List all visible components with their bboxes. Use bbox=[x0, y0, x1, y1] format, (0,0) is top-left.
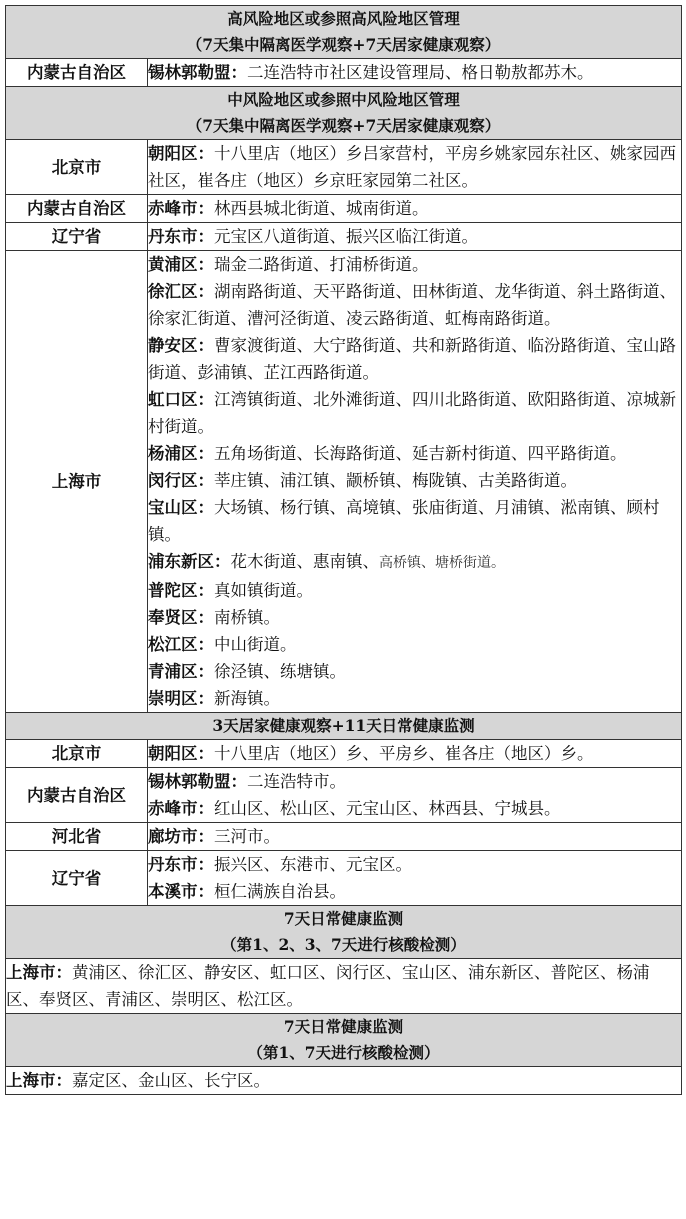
city-name: 锡林郭勒盟： bbox=[148, 63, 247, 82]
area-text: 林西县城北街道、城南街道。 bbox=[214, 199, 429, 218]
table-row bbox=[6, 851, 682, 906]
district-name: 虹口区： bbox=[148, 390, 214, 409]
district-name: 浦东新区： bbox=[148, 552, 231, 571]
section-header-home-observation bbox=[6, 713, 682, 740]
area-entry bbox=[148, 332, 681, 386]
province-cell: 内蒙古自治区 bbox=[6, 768, 148, 823]
area-text: 十八里店（地区）乡、平房乡、崔各庄（地区）乡。 bbox=[214, 744, 594, 763]
section-title: 7天日常健康监测 bbox=[283, 909, 404, 928]
area-entry bbox=[148, 740, 681, 767]
area-entry bbox=[148, 548, 681, 577]
city-name: 上海市： bbox=[6, 963, 72, 982]
area-text: 二连浩特市。 bbox=[247, 772, 346, 791]
district-name: 杨浦区： bbox=[148, 444, 214, 463]
district-name: 闵行区： bbox=[148, 471, 214, 490]
section-title: 7天日常健康监测 bbox=[283, 1017, 404, 1036]
area-entry bbox=[148, 795, 681, 822]
city-name: 朝阳区： bbox=[148, 144, 214, 163]
area-cell bbox=[148, 195, 682, 223]
section-subtitle: （第1、7天进行核酸检测） bbox=[247, 1043, 440, 1062]
area-entry bbox=[148, 685, 681, 712]
district-name: 崇明区： bbox=[148, 689, 214, 708]
city-name: 丹东市： bbox=[148, 227, 214, 246]
table-row bbox=[6, 740, 682, 768]
area-text: 嘉定区、金山区、长宁区。 bbox=[72, 1071, 270, 1090]
table-row bbox=[6, 223, 682, 251]
area-cell bbox=[148, 59, 682, 87]
area-entry bbox=[148, 195, 681, 222]
city-name: 本溪市： bbox=[148, 882, 214, 901]
area-cell bbox=[148, 768, 682, 823]
area-entry bbox=[148, 223, 681, 250]
area-text: 黄浦区、徐汇区、静安区、虹口区、闵行区、宝山区、浦东新区、普陀区、杨浦区、奉贤区、青浦区、崇明区、松江区。 bbox=[6, 963, 650, 1009]
area-text: 莘庄镇、浦江镇、颛桥镇、梅陇镇、古美路街道。 bbox=[214, 471, 577, 490]
district-name: 普陀区： bbox=[148, 581, 214, 600]
district-name: 徐汇区： bbox=[148, 282, 214, 301]
district-name: 青浦区： bbox=[148, 662, 214, 681]
area-text: 十八里店（地区）乡吕家营村，平房乡姚家园东社区、姚家园西社区，崔各庄（地区）乡京旺家园第二社区。 bbox=[148, 144, 676, 190]
table-row bbox=[6, 1067, 682, 1095]
area-entry bbox=[148, 658, 681, 685]
area-cell bbox=[6, 959, 682, 1014]
table-row bbox=[6, 959, 682, 1014]
province-cell: 内蒙古自治区 bbox=[6, 195, 148, 223]
area-text: 元宝区八道街道、振兴区临江街道。 bbox=[214, 227, 478, 246]
section-header-medium-risk bbox=[6, 87, 682, 140]
section-subtitle: （7天集中隔离医学观察+7天居家健康观察） bbox=[186, 116, 501, 135]
area-entry bbox=[148, 631, 681, 658]
area-entry bbox=[148, 278, 681, 332]
table-row bbox=[6, 823, 682, 851]
district-name: 奉贤区： bbox=[148, 608, 214, 627]
district-name: 黄浦区： bbox=[148, 255, 214, 274]
area-text: 红山区、松山区、元宝山区、林西县、宁城县。 bbox=[214, 799, 561, 818]
province-cell: 北京市 bbox=[6, 140, 148, 195]
handwritten-text: 高桥镇、塘桥街道。 bbox=[379, 555, 505, 571]
area-entry bbox=[148, 386, 681, 440]
city-name: 朝阳区： bbox=[148, 744, 214, 763]
area-text: 二连浩特市社区建设管理局、格日勒敖都苏木。 bbox=[247, 63, 594, 82]
province-cell: 上海市 bbox=[6, 251, 148, 713]
area-cell bbox=[148, 251, 682, 713]
area-entry bbox=[148, 878, 681, 905]
city-name: 赤峰市： bbox=[148, 199, 214, 218]
area-cell bbox=[148, 140, 682, 195]
district-name: 静安区： bbox=[148, 336, 214, 355]
section-title: 3天居家健康观察+11天日常健康监测 bbox=[212, 716, 475, 735]
city-name: 丹东市： bbox=[148, 855, 214, 874]
area-text: 振兴区、东港市、元宝区。 bbox=[214, 855, 412, 874]
area-text: 江湾镇街道、北外滩街道、四川北路街道、欧阳路街道、凉城新村街道。 bbox=[148, 390, 676, 436]
table-row bbox=[6, 195, 682, 223]
area-entry bbox=[148, 768, 681, 795]
section-subtitle: （7天集中隔离医学观察+7天居家健康观察） bbox=[186, 35, 501, 54]
area-entry bbox=[148, 577, 681, 604]
city-name: 赤峰市： bbox=[148, 799, 214, 818]
area-entry bbox=[148, 140, 681, 194]
city-name: 上海市： bbox=[6, 1071, 72, 1090]
area-text: 真如镇街道。 bbox=[214, 581, 313, 600]
table-row bbox=[6, 251, 682, 713]
province-cell: 北京市 bbox=[6, 740, 148, 768]
area-cell bbox=[148, 223, 682, 251]
city-name: 廊坊市： bbox=[148, 827, 214, 846]
section-header-daily-monitor-a bbox=[6, 906, 682, 959]
section-subtitle: （第1、2、3、7天进行核酸检测） bbox=[221, 935, 466, 954]
table-row bbox=[6, 59, 682, 87]
area-text: 大场镇、杨行镇、高境镇、张庙街道、月浦镇、淞南镇、顾村镇。 bbox=[148, 498, 660, 544]
area-cell bbox=[148, 851, 682, 906]
city-name: 锡林郭勒盟： bbox=[148, 772, 247, 791]
area-entry bbox=[148, 494, 681, 548]
area-entry bbox=[148, 251, 681, 278]
area-text: 五角场街道、长海路街道、延吉新村街道、四平路街道。 bbox=[214, 444, 627, 463]
area-entry bbox=[148, 851, 681, 878]
area-entry bbox=[148, 467, 681, 494]
district-name: 宝山区： bbox=[148, 498, 214, 517]
area-text: 桓仁满族自治县。 bbox=[214, 882, 346, 901]
province-cell: 内蒙古自治区 bbox=[6, 59, 148, 87]
area-entry bbox=[148, 823, 681, 850]
province-cell: 河北省 bbox=[6, 823, 148, 851]
area-text: 瑞金二路街道、打浦桥街道。 bbox=[214, 255, 429, 274]
table-row bbox=[6, 768, 682, 823]
area-cell bbox=[148, 823, 682, 851]
area-text: 新海镇。 bbox=[214, 689, 280, 708]
area-text: 曹家渡街道、大宁路街道、共和新路街道、临汾路街道、宝山路街道、彭浦镇、芷江西路街道。 bbox=[148, 336, 676, 382]
area-cell bbox=[148, 740, 682, 768]
area-cell bbox=[6, 1067, 682, 1095]
table-row bbox=[6, 140, 682, 195]
area-text: 花木街道、惠南镇、 bbox=[230, 552, 379, 571]
area-entry bbox=[148, 440, 681, 467]
section-header-high-risk bbox=[6, 6, 682, 59]
area-text: 徐泾镇、练塘镇。 bbox=[214, 662, 346, 681]
area-text: 湖南路街道、天平路街道、田林街道、龙华街道、斜土路街道、徐家汇街道、漕河泾街道、凌云路街道、虹梅南路街道。 bbox=[148, 282, 676, 328]
section-title: 高风险地区或参照高风险地区管理 bbox=[227, 9, 460, 28]
area-entry bbox=[148, 59, 681, 86]
area-entry bbox=[148, 604, 681, 631]
province-cell: 辽宁省 bbox=[6, 851, 148, 906]
section-title: 中风险地区或参照中风险地区管理 bbox=[227, 90, 460, 109]
province-cell: 辽宁省 bbox=[6, 223, 148, 251]
district-name: 松江区： bbox=[148, 635, 214, 654]
risk-area-table bbox=[5, 5, 682, 1095]
area-text: 三河市。 bbox=[214, 827, 280, 846]
area-text: 中山街道。 bbox=[214, 635, 297, 654]
section-header-daily-monitor-b bbox=[6, 1014, 682, 1067]
area-text: 南桥镇。 bbox=[214, 608, 280, 627]
